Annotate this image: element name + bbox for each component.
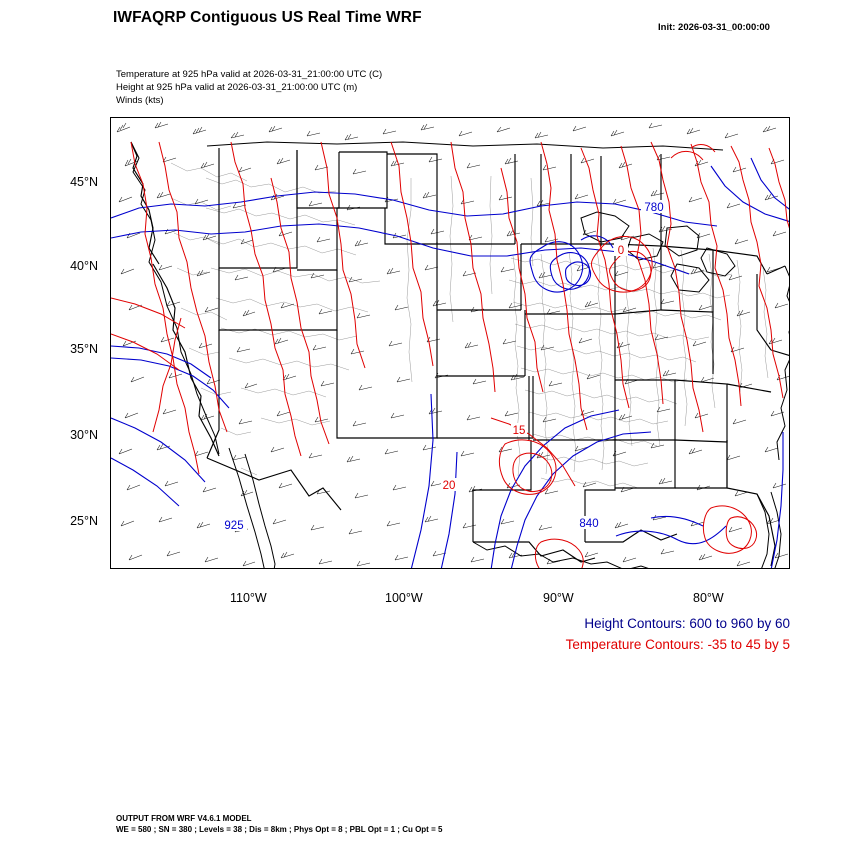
height-label-780: 780 bbox=[644, 202, 664, 214]
page-title: IWFAQRP Contiguous US Real Time WRF bbox=[113, 9, 422, 26]
legend-temperature-contours: Temperature Contours: -35 to 45 by 5 bbox=[565, 637, 790, 652]
lat-label-35n: 35°N bbox=[70, 342, 98, 356]
lon-label-100w: 100°W bbox=[385, 591, 423, 605]
temp-label-0: 0 bbox=[617, 245, 625, 257]
height-label-840-gulf: 840 bbox=[579, 518, 599, 530]
lat-label-30n: 30°N bbox=[70, 428, 98, 442]
lat-label-40n: 40°N bbox=[70, 259, 98, 273]
coastlines bbox=[131, 142, 790, 569]
subtitle-height: Height at 925 hPa valid at 2026-03-31_21:00:00 UTC (m) bbox=[116, 82, 358, 93]
map-frame bbox=[110, 117, 790, 569]
init-time-label: Init: 2026-03-31_00:00:00 bbox=[658, 22, 770, 33]
subtitle-winds: Winds (kts) bbox=[116, 95, 164, 106]
lat-label-25n: 25°N bbox=[70, 514, 98, 528]
height-contours bbox=[111, 158, 790, 569]
state-boundaries bbox=[131, 142, 790, 566]
county-boundaries bbox=[171, 163, 768, 488]
legend-height-contours: Height Contours: 600 to 960 by 60 bbox=[584, 616, 790, 631]
lat-label-45n: 45°N bbox=[70, 175, 98, 189]
subtitle-temperature: Temperature at 925 hPa valid at 2026-03-31_21:00:00 UTC (C) bbox=[116, 69, 383, 80]
height-label-925-west: 925 bbox=[224, 520, 244, 532]
temp-label-20: 20 bbox=[442, 480, 456, 492]
wind-barb-field bbox=[117, 122, 790, 566]
map-canvas bbox=[111, 118, 790, 569]
temp-label-15: 15 bbox=[512, 425, 526, 437]
footer-model-config: WE = 580 ; SN = 380 ; Levels = 38 ; Dis = 8km ; Phys Opt = 8 ; PBL Opt = 1 ; Cu Opt = 5 bbox=[116, 825, 443, 834]
footer-model-output: OUTPUT FROM WRF V4.6.1 MODEL bbox=[116, 814, 252, 823]
lon-label-110w: 110°W bbox=[230, 591, 267, 605]
map-panel bbox=[110, 117, 790, 569]
lon-label-90w: 90°W bbox=[543, 591, 574, 605]
lon-label-80w: 80°W bbox=[693, 591, 724, 605]
temperature-contours bbox=[111, 142, 790, 569]
